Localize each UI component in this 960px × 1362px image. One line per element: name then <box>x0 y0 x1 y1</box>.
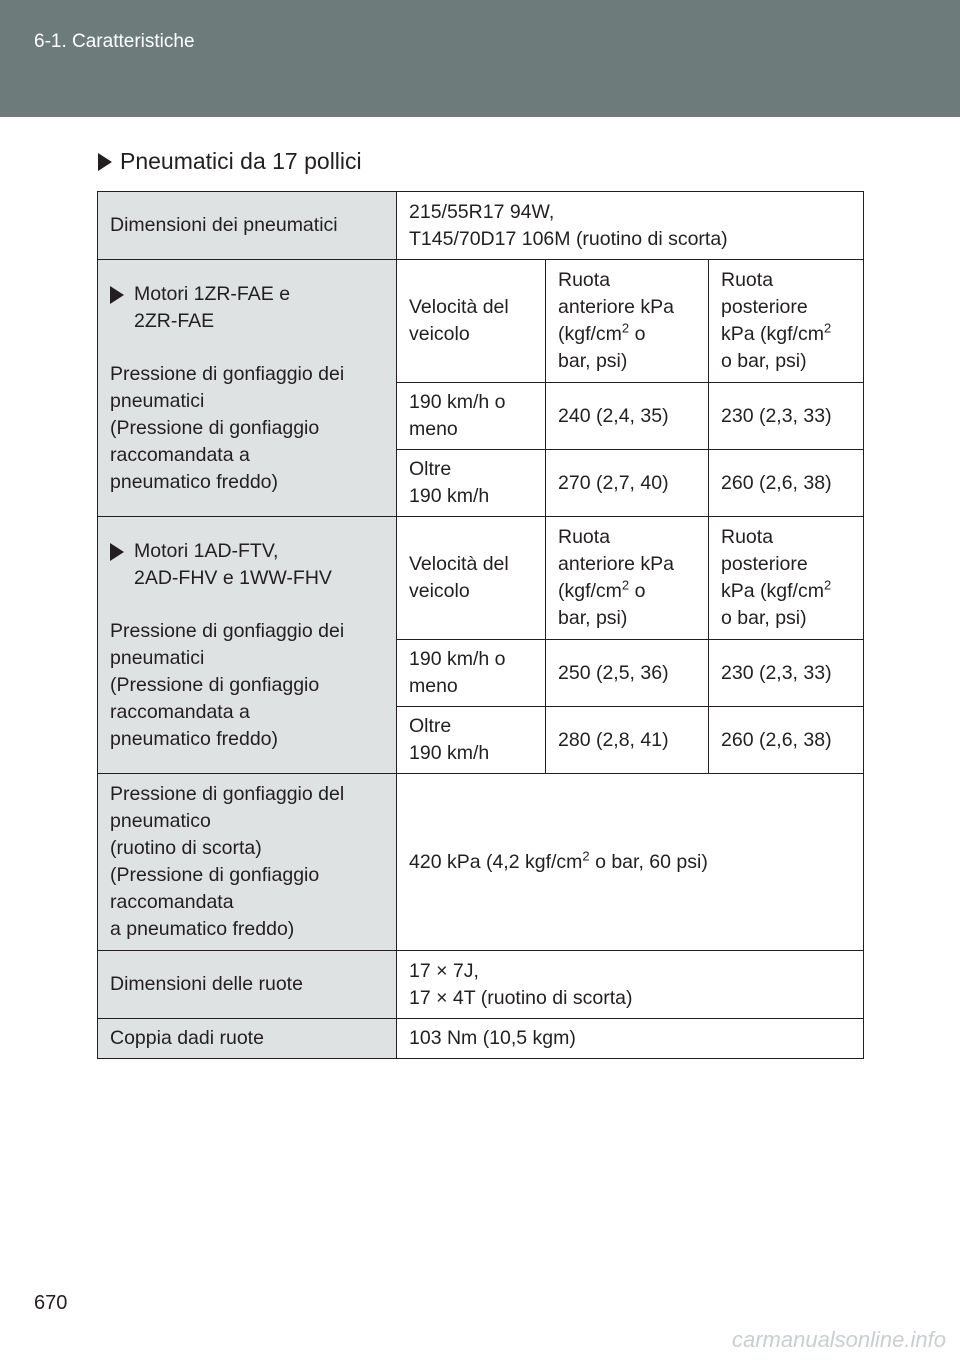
table-row <box>98 260 864 383</box>
rear-pressure-cell: 230 (2,3, 33) <box>709 640 864 707</box>
subtitle-text: Pneumatici da 17 pollici <box>120 148 362 174</box>
speed-cell: 190 km/h o meno <box>397 640 546 707</box>
front-pressure-cell: 270 (2,7, 40) <box>546 450 709 517</box>
subtitle <box>98 148 362 175</box>
col-rear: Ruota posteriore kPa ($kgf/cm^2$ o bar, psi) <box>709 260 864 383</box>
spare-pressure-label: Pressione di gonfiaggio del pneumatico (ruotino di scorta) (Pressione di gonfiaggio raccomandata a pneumatico freddo) <box>98 774 397 951</box>
front-pressure-cell: 240 (2,4, 35) <box>546 383 709 450</box>
group-label <box>98 517 397 774</box>
tire-size-label: Dimensioni dei pneumatici <box>98 192 397 260</box>
speed-cell: Oltre 190 km/h <box>397 450 546 517</box>
triangle-bullet-icon <box>110 543 124 561</box>
table-row <box>98 192 864 260</box>
col-speed: Velocità del veicolo <box>397 260 546 383</box>
triangle-bullet-icon <box>110 286 124 304</box>
tire-size-value: 215/55R17 94W, T145/70D17 106M (ruotino di scorta) <box>397 192 864 260</box>
header-band <box>0 0 960 117</box>
col-front: Ruota anteriore kPa ($kgf/cm^2$ o bar, psi) <box>546 260 709 383</box>
group-label <box>98 260 397 517</box>
speed-cell: Oltre 190 km/h <box>397 707 546 774</box>
front-pressure-cell: 250 (2,5, 36) <box>546 640 709 707</box>
pressure-label: Pressione di gonfiaggio dei pneumatici (Pressione di gonfiaggio raccomandata a pneumatico freddo) <box>110 362 345 493</box>
page-number: 670 <box>34 1292 68 1314</box>
rear-pressure-cell: 230 (2,3, 33) <box>709 383 864 450</box>
engine-label: Motori 1AD-FTV, 2AD-FHV e 1WW-FHV <box>134 539 332 589</box>
pressure-label: Pressione di gonfiaggio dei pneumatici (Pressione di gonfiaggio raccomandata a pneumatico freddo) <box>110 619 345 750</box>
col-rear: Ruota posteriore kPa ($kgf/cm^2$ o bar, psi) <box>709 517 864 640</box>
rear-pressure-cell: 260 (2,6, 38) <box>709 707 864 774</box>
col-front: Ruota anteriore kPa ($kgf/cm^2$ o bar, psi) <box>546 517 709 640</box>
triangle-bullet-icon <box>98 153 112 171</box>
watermark: carmanualsonline.info <box>731 1327 946 1352</box>
engine-label: Motori 1ZR-FAE e 2ZR-FAE <box>134 282 291 332</box>
speed-cell: 190 km/h o meno <box>397 383 546 450</box>
table-row <box>98 951 864 1019</box>
spare-pressure-value: 420 kPa (4,2 kgf/$cm^2$ o bar, 60 psi) <box>397 774 864 951</box>
table-row <box>98 517 864 640</box>
section-title: 6-1. Caratteristiche <box>34 31 195 52</box>
spec-table <box>97 191 864 1059</box>
torque-value: 103 Nm (10,5 kgm) <box>397 1019 864 1059</box>
wheel-size-value: 17 × 7J, 17 × 4T (ruotino di scorta) <box>397 951 864 1019</box>
rear-pressure-cell: 260 (2,6, 38) <box>709 450 864 517</box>
table-row <box>98 774 864 951</box>
torque-label: Coppia dadi ruote <box>98 1019 397 1059</box>
table-row <box>98 1019 864 1059</box>
wheel-size-label: Dimensioni delle ruote <box>98 951 397 1019</box>
col-speed: Velocità del veicolo <box>397 517 546 640</box>
front-pressure-cell: 280 (2,8, 41) <box>546 707 709 774</box>
